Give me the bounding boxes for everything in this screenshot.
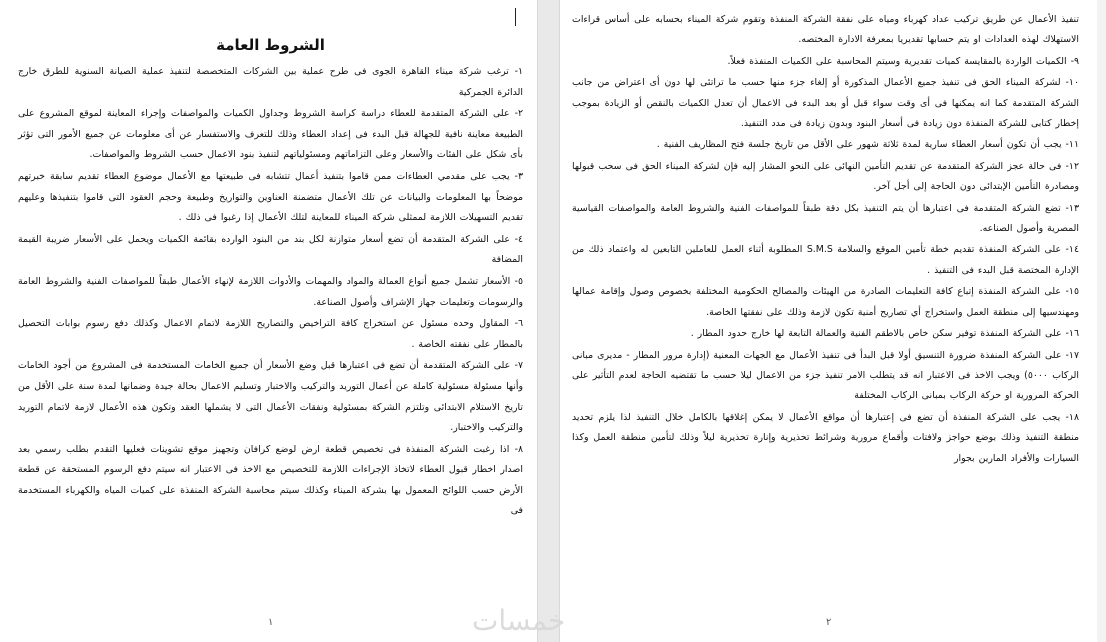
clause-item: ٣- يجب على مقدمي العطاءات ممن قاموا بتنفيذ أعمال تتشابه فى طبيعتها مع الأعمال موضوع العطاء تقديم سابقة خبرتهم موضحاً بها المعلومات والبيانات عن تلك الأعمال متضمنة العناوين والتواريخ وطبيعة وحجم العقود التى قاموا بتنفيذها وعليهم تقديم التسهيلات اللازمة لممثلى شركة الميناء للمعاينة لتلك الأعمال إذا رغبوا فى ذلك . <box>18 170 523 224</box>
clause-item: ١٤- على الشركة المنفذة تقديم خطة تأمين الموقع والسلامة S.M.S المطلوبة أثناء العمل للعاملين التابعين له واعتماد ذلك من الإدارة المختصة قبل البدء فى التنفيذ . <box>572 244 1079 276</box>
page-number: ٢ <box>826 617 832 628</box>
clause-item: ٩- الكميات الواردة بالمقايسة كميات تقديرية وسيتم المحاسبة على الكميات المنفذة فعلاً. <box>727 55 1079 67</box>
document-page-left <box>0 0 537 642</box>
clause-item: تنفيذ الأعمال عن طريق تركيب عداد كهرباء ومياه على نفقة الشركة المنفذة وتقوم شركة الميناء بحسابه على أساس قراءات الاستهلاك لهذه العدادات او يتم حسابها تقديريا بمعرفة الادارة المختصه. <box>572 14 1079 46</box>
watermark-logo: خمسات <box>472 604 566 637</box>
clause-list <box>18 62 523 522</box>
clause-item: ٦- المقاول وحده مسئول عن استخراج كافة التراخيص والتصاريح اللازمة لاتمام الاعمال وكذلك دفع رسوم بوابات التحصيل بالمطار على نفقته الخاصة . <box>18 318 523 350</box>
clause-item: ١٧- على الشركة المنفذة ضرورة التنسيق أولا قبل البدأ فى تنفيذ الأعمال مع الجهات المعنية (إدارة مرور المطار - مديرى مبانى الركاب ٥٠٠٠) ويجب الاخذ فى الاعتبار انه قد يتطلب الامر تنفيذ جزء من الاعمال ليلا حسب ما تقتضيه الحاجة لعدم التأثير على الحركة المرورية او حركة الركاب بمبانى الركاب المختلفة <box>572 349 1079 402</box>
page-content <box>18 8 523 616</box>
page-content <box>572 10 1079 616</box>
clause-item: ٤- على الشركة المتقدمة أن تضع أسعار متوازنة لكل بند من البنود الوارده بقائمة الكميات ويحمل على الأسعار ضريبة القيمة المضافة <box>18 233 523 266</box>
page-number: ١ <box>268 617 274 628</box>
clause-list <box>572 10 1079 469</box>
clause-item: ٨- اذا رغبت الشركة المنفذة فى تخصيص قطعة ارض لوضع كرافان وتجهيز موقع تشوينات فعليها التقدم بطلب رسمي بعد اصدار اخطار قبول العطاء لاتخاذ الإجراءات اللازمة للتخصيص مع الاخذ فى الاعتبار انه سيتم دفع الرسوم المستحقة عن قطعة الأرض حسب اللوائح المعمول بها بشركة الميناء وكذلك سيتم محاسبة الشركة المنفذة على كميات المياه والكهرباء المستخدمة فى <box>18 443 523 517</box>
page-gutter <box>537 0 560 642</box>
document-page-right <box>560 0 1097 642</box>
clause-item: ٢- على الشركة المتقدمة للعطاء دراسة كراسة الشروط وجداول الكميات والمواصفات وإجراء المعاينة لموقع المشروع على الطبيعة معاينة نافية للجهالة قبل البدء فى إعداد العطاء وذلك للتعرف والاستفسار عن أى معلومات عن جميع الأمور التى تؤثر بأى شكل على الفئات والأسعار وعلى التزاماتهم ومسئولياتهم لتنفيذ بنود الاعمال حسب الشروط والمواصفات. <box>18 108 523 161</box>
clause-item: ١١- يجب أن تكون أسعار العطاء سارية لمدة ثلاثة شهور على الأقل من تاريخ جلسة فتح المظاريف الفنية . <box>656 139 1079 151</box>
clause-item: ١٠- لشركة الميناء الحق فى تنفيذ جميع الأعمال المذكورة أو إلغاء جزء منها حسب ما تراتئى لها دون أى اعتراض من جانب الشركة المتقدمة كما انه يمكنها فى أى وقت سواء قبل أو بعد البدء فى الاعمال أن تعدل الكميات بالنقص أو الزيادة بموجب إخطار كتابى للشركة المنفذة دون زيادة فى أسعار البنود وبدون زيادة فى مدد التنفيذ. <box>572 77 1079 130</box>
clause-item: ١٢- فى حالة عجز الشركة المتقدمة عن تقديم التأمين النهائى على النحو المشار إليه فإن لشركة الميناء الحق فى سحب قبولها ومصادرة التأمين الإبتدائى دون الحاجة إلى أجل آخر. <box>572 160 1079 193</box>
text-cursor <box>515 8 516 26</box>
clause-item: ٥- الأسعار تشمل جميع أنواع العمالة والمواد والمهمات والأدوات اللازمة لإنهاء الأعمال طبقاً للمواصفات الفنية والشروط العامة والرسومات وتعليمات جهاز الإشراف وأصول الصناعة. <box>18 275 523 308</box>
document-title: الشروط العامة <box>216 36 325 54</box>
clause-item: ٧- على الشركة المتقدمة أن تضع فى اعتبارها قبل وضع الأسعار أن جميع الخامات المستخدمة فى المشروع من أجود الخامات وأنها مسئولة مسئولية كاملة عن أعمال التوريد والتركيب والاختبار وتسليم الاعمال بحالة جيدة وضمانها لمدة سنة على الأقل من تاريخ الاستلام الابتدائى وتلتزم الشركة بمسئولية ونفقات الأعمال التى لا يشملها العقد وتكون هذه الأعمال لازمة لاتمام التوريد والتركيب والاختبار. <box>18 360 523 434</box>
clause-item: ١٣- تضع الشركة المتقدمة فى اعتبارها أن يتم التنفيذ بكل دقة طبقاً للمواصفات الفنية والشروط العامة والمواصفات القياسية المصرية وأصول الصناعه. <box>572 202 1079 235</box>
clause-item: ١- ترغب شركة ميناء القاهرة الجوى فى طرح عملية بين الشركات المتخصصة لتنفيذ عملية الصيانة السنوية للطرق خارج الدائرة الجمركية <box>18 66 523 98</box>
clause-item: ١٥- على الشركة المنفذة إتباع كافة التعليمات الصادرة من الهيئات والمصالح الحكومية المختلفة بخصوص وصول وإقامة عمالها ومهندسيها إلى منطقة العمل واستخراج أي تصاريح أمنية تكون لازمة وذلك على نفقتها الخاصة. <box>572 286 1079 318</box>
clause-item: ١٨- يجب على الشركة المنفذة أن تضع فى إعتبارها أن مواقع الأعمال لا يمكن إغلاقها بالكامل خلال التنفيذ لذا يلزم تحديد منطقة التنفيذ وذلك بوضع حواجز ولافتات وأقماع مرورية وشرائط تحذيرية وإنارة تحذيرية ليلاً وذلك لتأمين منطقة العمل وكذا السيارات والأفراد المارين بجوار <box>572 411 1079 464</box>
clause-item: ١٦- على الشركة المنفذة توفير سكن خاص بالاطقم الفنية والعمالة التابعة لها خارج حدود المطار . <box>690 328 1079 340</box>
